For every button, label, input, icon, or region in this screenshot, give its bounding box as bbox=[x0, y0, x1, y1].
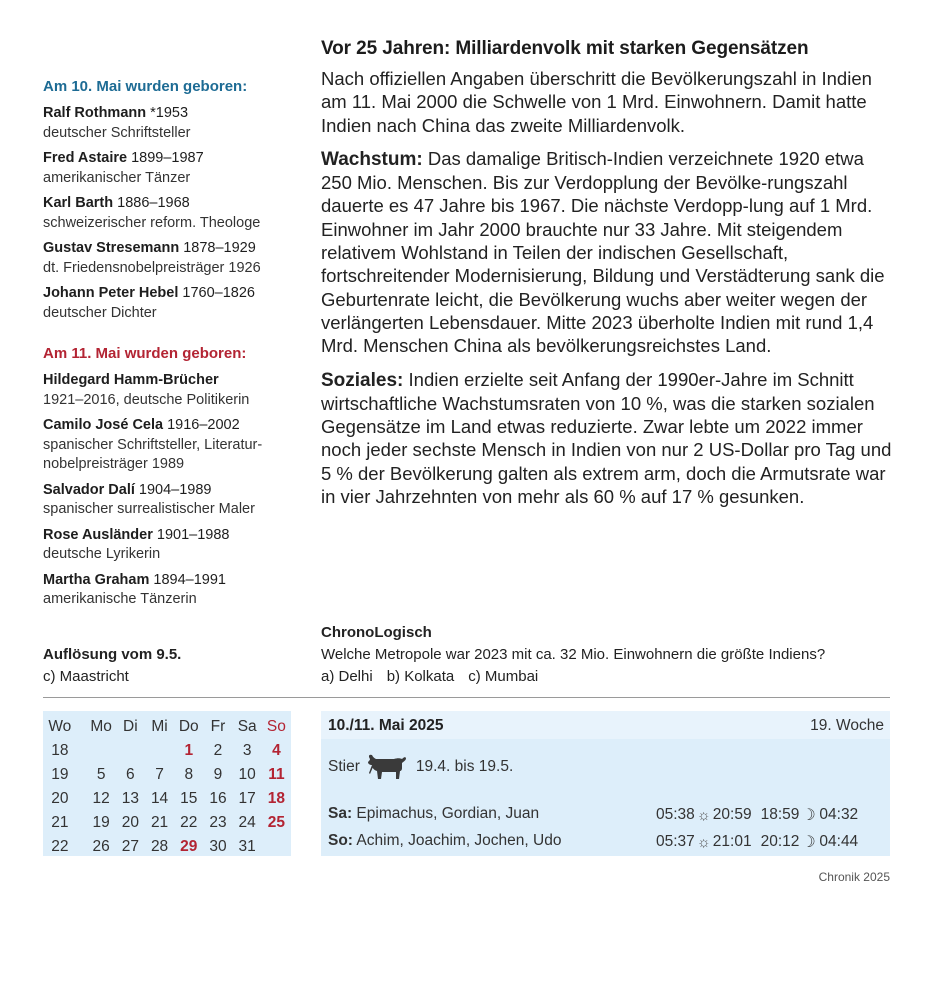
person-name: Johann Peter Hebel bbox=[43, 285, 179, 301]
calendar-day: 15 bbox=[180, 790, 198, 807]
section-growth-text: Das damalige Britisch-Indien verzeichnete 1920 etwa 250 Mio. Menschen. Bis zur Verdopplung der Bevölke-rungszahl dauerte es 47 Jahre bis 1967. Die nächste Verdopp-lung auf 1 Mrd. Einwohner im Jahr 2000 brauchte nur 33 Jahre. Mit steigendem relativem Wohlstand in Teilen der indischen Gesellschaft, fortschreitender Modernisierung, Bildung und Verstädterung sank die Geburtenrate leicht, die Bevölkerung wuchs aber weiter wegen der verlängerten Lebensdauer. Mitte 2023 überholte Indien mit rund 1,4 Mrd. Menschen China als bevölkerungsreichstes Land. bbox=[321, 147, 885, 357]
person-years: 1878–1929 bbox=[179, 240, 256, 256]
calendar-day: 21 bbox=[150, 814, 169, 831]
weekday-header: Fr bbox=[210, 718, 226, 735]
calendar-week-row bbox=[43, 739, 291, 763]
moon-icon: ☽ bbox=[801, 834, 816, 851]
sunday-row bbox=[328, 832, 884, 850]
person-description: 1921–2016, deutsche Politikerin bbox=[43, 391, 250, 408]
calendar-day: 16 bbox=[209, 790, 227, 807]
zodiac-label: Stier bbox=[328, 758, 360, 775]
weekday-header: Do bbox=[178, 718, 199, 735]
sun-icon: ☼ bbox=[696, 806, 711, 824]
sun-icon: ☼ bbox=[696, 833, 711, 851]
calendar-day: 10 bbox=[238, 766, 256, 783]
person-description: amerikanische Tänzerin bbox=[43, 591, 197, 607]
person-years: 1901–1988 bbox=[152, 526, 230, 543]
day-info-panel bbox=[321, 711, 890, 856]
calendar-day: 29 bbox=[180, 838, 198, 855]
saturday-times bbox=[656, 805, 858, 825]
article-section-social bbox=[321, 368, 896, 509]
person-name: Hildegard Hamm-Brücher bbox=[43, 372, 219, 388]
person-years: 1899–1987 bbox=[127, 150, 204, 166]
calendar-grid bbox=[43, 715, 291, 859]
person-entry bbox=[43, 149, 305, 188]
saturday-names: Epimachus, Gordian, Juan bbox=[352, 805, 540, 822]
chrono-question: Welche Metropole war 2023 mit ca. 32 Mio. Einwohnern die größte Indiens? bbox=[321, 646, 826, 663]
person-entry bbox=[43, 481, 305, 520]
calendar-day: 7 bbox=[155, 766, 164, 783]
calendar-day: 17 bbox=[238, 790, 256, 807]
divider-line bbox=[43, 697, 890, 698]
person-name: Gustav Stresemann bbox=[43, 240, 180, 256]
calendar-day: 22 bbox=[180, 814, 198, 831]
zodiac-range: 19.4. bis 19.5. bbox=[415, 758, 514, 775]
person-description: spanischer Schriftsteller, Literatur-nobelpreisträger 1989 bbox=[43, 436, 263, 472]
calendar-day: 23 bbox=[209, 814, 227, 831]
person-name: Martha Graham bbox=[43, 571, 150, 588]
person-years: 1760–1826 bbox=[178, 285, 255, 301]
born-may-11-heading: Am 11. Mai wurden geboren: bbox=[43, 345, 247, 362]
sunday-times bbox=[656, 832, 858, 852]
section-social-text: Indien erzielte seit Anfang der 1990er-Jahre im Schnitt wirtschaftliche Wachstumsraten von 10 %, was die starken sozialen Gegensätze im Land etwas reduzierte. Zwar lebte um 2022 immer noch jeder sechste Mensch in Indien von nur 2 US-Dollar pro Tag und 5 % der Bevölkerung galten als extrem arm, doch die Armutsrate war in vier Jahrzehnten von mehr als 60 % auf 17 % gesunken. bbox=[321, 368, 892, 508]
calendar-day: 27 bbox=[121, 838, 139, 855]
person-years: *1953 bbox=[146, 105, 189, 121]
chrono-option-b: b) Kolkata bbox=[386, 668, 455, 685]
weekday-header: Wo bbox=[48, 718, 72, 735]
calendar-day: 1 bbox=[184, 742, 194, 759]
solution-heading: Auflösung vom 9.5. bbox=[43, 646, 182, 663]
moonrise-time: 20:12 bbox=[760, 833, 800, 850]
day-panel-date: 10./11. Mai 2025 bbox=[328, 717, 444, 734]
calendar-day: 18 bbox=[267, 790, 285, 807]
calendar-week-row bbox=[43, 811, 291, 835]
person-entry bbox=[43, 194, 305, 233]
calendar-day: 30 bbox=[209, 838, 227, 855]
calendar-day: 13 bbox=[121, 790, 139, 807]
calendar-day: 25 bbox=[267, 814, 285, 831]
article bbox=[321, 38, 896, 518]
person-description: amerikanischer Tänzer bbox=[43, 169, 191, 186]
person-name: Camilo José Cela bbox=[43, 417, 164, 433]
person-entry bbox=[43, 371, 305, 410]
moonset-time: 04:32 bbox=[819, 806, 859, 823]
person-description: deutscher Schriftsteller bbox=[43, 124, 191, 141]
sunset-time: 21:01 bbox=[712, 833, 752, 850]
born-may-10-section bbox=[43, 78, 305, 323]
person-years: 1916–2002 bbox=[163, 417, 240, 433]
person-years: 1894–1991 bbox=[149, 571, 226, 588]
person-name: Rose Ausländer bbox=[43, 526, 153, 543]
weekday-header: So bbox=[266, 718, 286, 735]
sunrise-time: 05:38 bbox=[656, 806, 695, 823]
footer-label: Chronik 2025 bbox=[818, 870, 890, 884]
week-number-cell: 19 bbox=[51, 766, 69, 783]
birthdays-column bbox=[43, 78, 305, 616]
week-number-cell: 22 bbox=[51, 838, 69, 855]
person-name: Karl Barth bbox=[43, 195, 114, 211]
calendar-day: 6 bbox=[126, 766, 135, 783]
section-growth-lead: Wachstum: bbox=[321, 148, 423, 170]
week-number-cell: 20 bbox=[51, 790, 69, 807]
calendar-day: 11 bbox=[268, 766, 285, 783]
weekday-header: Di bbox=[123, 718, 138, 735]
calendar-week-row bbox=[43, 787, 291, 811]
chrono-option-a: a) Delhi bbox=[321, 668, 373, 685]
solution-answer: c) Maastricht bbox=[43, 668, 129, 685]
calendar-day: 4 bbox=[272, 742, 281, 759]
week-number-cell: 18 bbox=[51, 742, 69, 759]
taurus-bull-icon bbox=[366, 753, 408, 781]
weekday-header: Mi bbox=[151, 718, 168, 735]
chrono-options bbox=[321, 666, 901, 688]
week-number: 19. Woche bbox=[810, 717, 884, 734]
chrono-quiz bbox=[321, 622, 901, 688]
sunday-names: Achim, Joachim, Jochen, Udo bbox=[352, 832, 562, 849]
person-name: Salvador Dalí bbox=[43, 481, 135, 498]
calendar-day: 28 bbox=[150, 838, 169, 855]
month-calendar bbox=[43, 711, 291, 856]
moon-icon: ☽ bbox=[801, 807, 816, 824]
calendar-day: 31 bbox=[238, 838, 256, 855]
chrono-option-c: c) Mumbai bbox=[468, 668, 539, 685]
person-years: 1886–1968 bbox=[113, 195, 190, 211]
calendar-day: 20 bbox=[121, 814, 139, 831]
sunrise-time: 05:37 bbox=[656, 833, 695, 850]
person-entry bbox=[43, 416, 305, 475]
born-may-11-list bbox=[43, 371, 305, 610]
saturday-label: Sa: bbox=[328, 805, 353, 822]
article-intro: Nach offiziellen Angaben überschritt die Bevölkerungszahl in Indien am 11. Mai 2000 die Schwelle von 1 Mrd. Einwohnern. Damit hatte Indien nach China das zweite Milliardenvolk. bbox=[321, 68, 872, 136]
person-entry bbox=[43, 526, 305, 565]
chrono-title: ChronoLogisch bbox=[321, 624, 432, 641]
calendar-week-row bbox=[43, 763, 291, 787]
calendar-day: 9 bbox=[213, 766, 223, 783]
person-description: deutscher Dichter bbox=[43, 304, 157, 321]
born-may-11-section bbox=[43, 345, 305, 610]
calendar-day: 19 bbox=[92, 814, 110, 831]
calendar-week-row bbox=[43, 835, 291, 859]
calendar-day: 5 bbox=[96, 766, 106, 783]
article-title: Vor 25 Jahren: Milliardenvolk mit starken Gegensätzen bbox=[321, 38, 809, 59]
person-name: Ralf Rothmann bbox=[43, 105, 147, 121]
person-description: deutsche Lyrikerin bbox=[43, 546, 161, 562]
calendar-day: 12 bbox=[92, 790, 110, 807]
person-years: 1904–1989 bbox=[134, 481, 212, 498]
person-entry bbox=[43, 284, 305, 323]
zodiac-row bbox=[328, 753, 513, 781]
day-panel-header bbox=[321, 711, 890, 739]
calendar-day: 2 bbox=[213, 742, 223, 759]
weekday-header: Mo bbox=[90, 718, 112, 735]
saturday-row bbox=[328, 805, 884, 823]
born-may-10-list bbox=[43, 104, 305, 323]
person-entry bbox=[43, 239, 305, 278]
calendar-day: 8 bbox=[184, 766, 194, 783]
person-description: spanischer surrealistischer Maler bbox=[43, 501, 255, 517]
calendar-day: 26 bbox=[92, 838, 110, 855]
person-description: dt. Friedensnobelpreisträger 1926 bbox=[43, 259, 261, 276]
calendar-day: 3 bbox=[242, 742, 252, 759]
moonrise-time: 18:59 bbox=[760, 806, 800, 823]
article-section-growth bbox=[321, 147, 896, 358]
sunday-label: So: bbox=[328, 832, 353, 849]
weekday-header: Sa bbox=[237, 718, 257, 735]
section-social-lead: Soziales: bbox=[321, 369, 404, 391]
born-may-10-heading: Am 10. Mai wurden geboren: bbox=[43, 78, 248, 95]
moonset-time: 04:44 bbox=[819, 833, 859, 850]
calendar-header-row bbox=[43, 715, 291, 739]
person-description: schweizerischer reform. Theologe bbox=[43, 214, 261, 231]
solution-box bbox=[43, 644, 303, 688]
calendar-day: 14 bbox=[150, 790, 169, 807]
calendar-day: 24 bbox=[238, 814, 256, 831]
person-entry bbox=[43, 571, 305, 610]
person-name: Fred Astaire bbox=[43, 150, 128, 166]
sunset-time: 20:59 bbox=[712, 806, 752, 823]
week-number-cell: 21 bbox=[51, 814, 69, 831]
person-entry bbox=[43, 104, 305, 143]
